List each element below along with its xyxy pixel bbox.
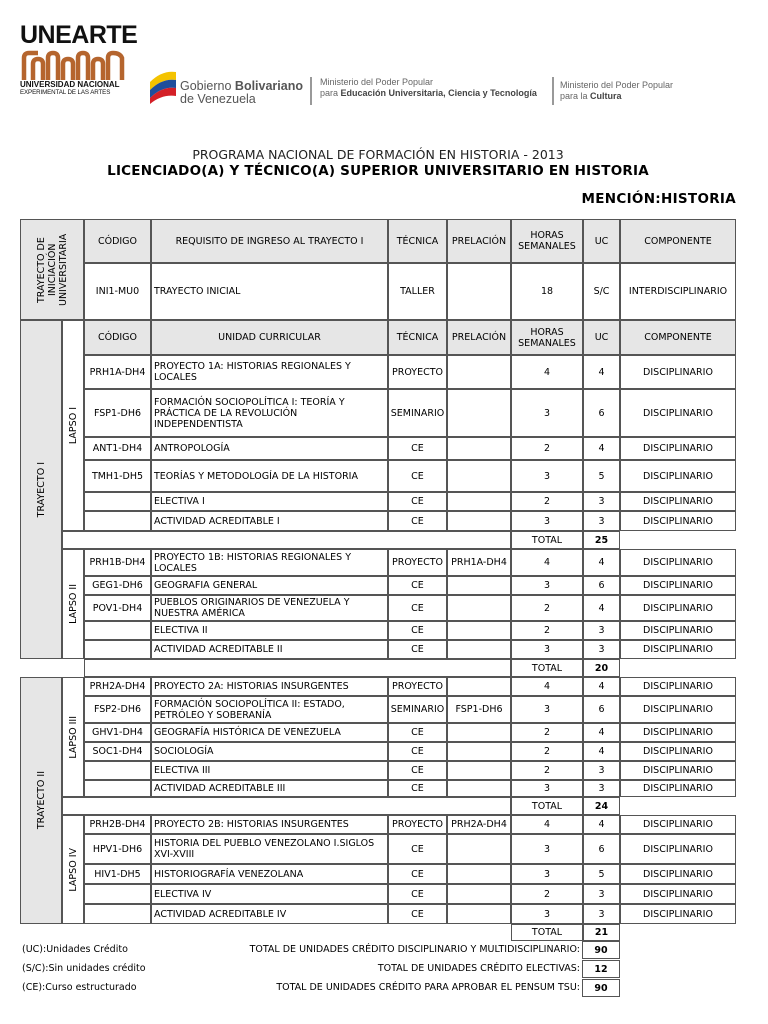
row-uc: 5 [583,460,620,492]
total-value: 21 [583,924,620,941]
unearte-line2: EXPERIMENTAL DE LAS ARTES [20,89,111,96]
row-uc: 3 [583,492,620,511]
row-horas: 3 [511,696,583,723]
lapso-4-label-text: LAPSO IV [67,847,79,892]
row-componente: DISCIPLINARIO [620,492,736,511]
venezuela-flag-icon [148,68,178,104]
lapso-1-label [62,320,84,531]
row-tecnica: CE [388,884,447,904]
header-prelacion: PRELACIÓN [447,219,511,263]
header-tecnica: TÉCNICA [388,320,447,355]
row-unidad: ELECTIVA I [151,492,388,511]
total-label: TOTAL [511,924,583,941]
row-codigo [84,640,151,659]
row-uc: S/C [583,263,620,320]
row-codigo: HPV1-DH6 [84,834,151,864]
row-componente: DISCIPLINARIO [620,640,736,659]
row-prelacion [447,576,511,595]
row-componente: DISCIPLINARIO [620,742,736,761]
total-spacer [62,797,511,815]
row-componente: DISCIPLINARIO [620,437,736,460]
unearte-arches-icon [20,50,126,80]
row-horas: 2 [511,884,583,904]
total-electivas-label: TOTAL DE UNIDADES CRÉDITO ELECTIVAS: [377,963,580,974]
row-componente: DISCIPLINARIO [620,723,736,742]
row-uc: 3 [583,780,620,797]
row-prelacion [447,742,511,761]
row-unidad: HISTORIOGRAFÍA VENEZOLANA [151,864,388,884]
row-uc: 4 [583,723,620,742]
row-unidad: ELECTIVA II [151,621,388,640]
row-codigo [84,492,151,511]
trayecto-1-label [20,320,62,659]
row-codigo: ANT1-DH4 [84,437,151,460]
legend-ce: (CE):Curso estructurado [22,982,137,993]
row-uc: 3 [583,884,620,904]
row-componente: DISCIPLINARIO [620,389,736,437]
row-tecnica: CE [388,492,447,511]
row-unidad: PUEBLOS ORIGINARIOS DE VENEZUELA Y NUESTRA AMÉRICA [151,595,388,621]
row-horas: 3 [511,511,583,531]
row-horas: 2 [511,621,583,640]
total-value: 25 [583,531,620,549]
row-unidad: ACTIVIDAD ACREDITABLE III [151,780,388,797]
row-uc: 4 [583,815,620,834]
row-prelacion [447,640,511,659]
row-codigo: TMH1-DH5 [84,460,151,492]
row-tecnica: PROYECTO [388,815,447,834]
row-uc: 4 [583,595,620,621]
row-codigo: HIV1-DH5 [84,864,151,884]
row-unidad: SOCIOLOGÍA [151,742,388,761]
row-prelacion [447,437,511,460]
banner-divider [310,77,312,105]
row-codigo [84,621,151,640]
row-prelacion [447,621,511,640]
row-prelacion [447,864,511,884]
row-codigo: PRH1B-DH4 [84,549,151,576]
row-unidad: ACTIVIDAD ACREDITABLE II [151,640,388,659]
row-unidad: GEOGRAFIA GENERAL [151,576,388,595]
lapso-3-label [62,677,84,797]
row-codigo: GEG1-DH6 [84,576,151,595]
row-uc: 4 [583,549,620,576]
row-componente: DISCIPLINARIO [620,576,736,595]
row-prelacion [447,677,511,696]
row-codigo: PRH1A-DH4 [84,355,151,389]
header-uc: UC [583,219,620,263]
row-uc: 6 [583,389,620,437]
row-uc: 3 [583,640,620,659]
lapso-3-label-text: LAPSO III [67,715,79,759]
row-unidad: TEORÍAS Y METODOLOGÍA DE LA HISTORIA [151,460,388,492]
row-uc: 4 [583,437,620,460]
row-unidad: FORMACIÓN SOCIOPOLÍTICA I: TEORÍA Y PRÁCTICA DE LA REVOLUCIÓN INDEPENDENTISTA [151,389,388,437]
row-horas: 3 [511,864,583,884]
row-codigo [84,904,151,924]
total-tsu-value: 90 [582,979,620,997]
row-prelacion [447,761,511,780]
row-prelacion [447,460,511,492]
row-codigo [84,780,151,797]
row-tecnica: PROYECTO [388,355,447,389]
row-codigo: GHV1-DH4 [84,723,151,742]
header-horas: HORAS SEMANALES [511,320,583,355]
row-codigo: SOC1-DH4 [84,742,151,761]
lapso-1-label-text: LAPSO I [67,406,79,445]
unearte-wordmark: UNEARTE [20,21,138,49]
legend-uc: (UC):Unidades Crédito [22,944,128,955]
header-tecnica: TÉCNICA [388,219,447,263]
row-prelacion [447,355,511,389]
row-tecnica: CE [388,511,447,531]
total-label: TOTAL [511,797,583,815]
row-componente: DISCIPLINARIO [620,355,736,389]
row-uc: 3 [583,511,620,531]
row-unidad: PROYECTO 2B: HISTORIAS INSURGENTES [151,815,388,834]
row-horas: 2 [511,437,583,460]
row-horas: 3 [511,576,583,595]
row-prelacion [447,834,511,864]
row-uc: 3 [583,621,620,640]
row-unidad: TRAYECTO INICIAL [151,263,388,320]
row-uc: 4 [583,677,620,696]
row-uc: 5 [583,864,620,884]
row-tecnica: SEMINARIO [388,389,447,437]
row-horas: 2 [511,723,583,742]
row-componente: DISCIPLINARIO [620,904,736,924]
unearte-line1: UNIVERSIDAD NACIONAL [20,80,120,89]
row-tecnica: CE [388,742,447,761]
total-value: 20 [583,659,620,677]
row-prelacion [447,389,511,437]
gobierno-line2: de Venezuela [180,92,256,106]
row-prelacion [447,511,511,531]
row-uc: 6 [583,576,620,595]
row-horas: 4 [511,355,583,389]
row-horas: 18 [511,263,583,320]
row-componente: DISCIPLINARIO [620,595,736,621]
ministerio-cultura: Ministerio del Poder Popular para la Cultura [560,80,674,101]
row-horas: 4 [511,549,583,576]
row-prelacion [447,884,511,904]
row-horas: 3 [511,780,583,797]
degree-title: LICENCIADO(A) Y TÉCNICO(A) SUPERIOR UNIVERSITARIO EN HISTORIA [107,163,649,179]
row-horas: 3 [511,640,583,659]
row-componente: INTERDISCIPLINARIO [620,263,736,320]
row-uc: 3 [583,904,620,924]
row-prelacion [447,263,511,320]
row-unidad: ACTIVIDAD ACREDITABLE I [151,511,388,531]
lapso-2-label-text: LAPSO II [67,584,79,624]
row-prelacion [447,492,511,511]
row-tecnica: CE [388,460,447,492]
total-label: TOTAL [511,659,583,677]
row-uc: 6 [583,696,620,723]
total-value: 24 [583,797,620,815]
row-uc: 4 [583,355,620,389]
trayecto-inicial-label-text: TRAYECTO DE INICIACIÓN UNIVERSITARIA [35,233,69,306]
row-prelacion [447,595,511,621]
row-unidad: ANTROPOLOGÍA [151,437,388,460]
row-componente: DISCIPLINARIO [620,549,736,576]
total-label: TOTAL [511,531,583,549]
row-unidad: PROYECTO 1B: HISTORIAS REGIONALES Y LOCALES [151,549,388,576]
row-componente: DISCIPLINARIO [620,834,736,864]
row-tecnica: CE [388,834,447,864]
row-componente: DISCIPLINARIO [620,677,736,696]
row-componente: DISCIPLINARIO [620,511,736,531]
row-uc: 6 [583,834,620,864]
total-electivas-value: 12 [582,960,620,978]
row-tecnica: CE [388,576,447,595]
row-componente: DISCIPLINARIO [620,761,736,780]
row-tecnica: CE [388,723,447,742]
row-prelacion [447,723,511,742]
row-tecnica: CE [388,761,447,780]
header-prelacion: PRELACIÓN [447,320,511,355]
row-prelacion [447,904,511,924]
row-tecnica: PROYECTO [388,549,447,576]
row-horas: 4 [511,815,583,834]
row-codigo: INI1-MU0 [84,263,151,320]
header-codigo: CÓDIGO [84,219,151,263]
row-unidad: ELECTIVA IV [151,884,388,904]
row-horas: 2 [511,492,583,511]
banner-divider [552,77,554,105]
header-componente: COMPONENTE [620,320,736,355]
row-unidad: ELECTIVA III [151,761,388,780]
row-componente: DISCIPLINARIO [620,696,736,723]
row-codigo: PRH2B-DH4 [84,815,151,834]
row-codigo [84,511,151,531]
row-unidad: HISTORIA DEL PUEBLO VENEZOLANO I.SIGLOS XVI-XVIII [151,834,388,864]
total-tsu-label: TOTAL DE UNIDADES CRÉDITO PARA APROBAR EL PENSUM TSU: [276,982,580,993]
header-codigo: CÓDIGO [84,320,151,355]
row-unidad: PROYECTO 1A: HISTORIAS REGIONALES Y LOCALES [151,355,388,389]
row-tecnica: SEMINARIO [388,696,447,723]
row-horas: 3 [511,904,583,924]
row-prelacion: PRH2A-DH4 [447,815,511,834]
header-uc: UC [583,320,620,355]
row-tecnica: CE [388,780,447,797]
row-componente: DISCIPLINARIO [620,864,736,884]
total-disciplinario-label: TOTAL DE UNIDADES CRÉDITO DISCIPLINARIO Y MULTIDISCIPLINARIO: [249,944,580,955]
total-disciplinario-value: 90 [582,941,620,959]
trayecto-2-label-text: TRAYECTO II [35,771,47,830]
lapso-2-label [62,549,84,659]
row-horas: 4 [511,677,583,696]
row-unidad: FORMACIÓN SOCIOPOLÍTICA II: ESTADO, PETRÓLEO Y SOBERANÍA [151,696,388,723]
row-horas: 3 [511,460,583,492]
row-prelacion: FSP1-DH6 [447,696,511,723]
row-horas: 3 [511,389,583,437]
header-unidad: UNIDAD CURRICULAR [151,320,388,355]
row-codigo: POV1-DH4 [84,595,151,621]
header-componente: COMPONENTE [620,219,736,263]
row-tecnica: TALLER [388,263,447,320]
row-unidad: ACTIVIDAD ACREDITABLE IV [151,904,388,924]
row-tecnica: CE [388,640,447,659]
row-horas: 3 [511,834,583,864]
row-tecnica: CE [388,864,447,884]
trayecto-1-label-text: TRAYECTO I [35,461,47,518]
mention-title: MENCIÓN:HISTORIA [581,191,736,207]
row-componente: DISCIPLINARIO [620,780,736,797]
row-uc: 4 [583,742,620,761]
row-tecnica: CE [388,904,447,924]
row-componente: DISCIPLINARIO [620,621,736,640]
row-tecnica: PROYECTO [388,677,447,696]
row-tecnica: CE [388,437,447,460]
trayecto-inicial-label [20,219,84,320]
row-codigo: FSP2-DH6 [84,696,151,723]
row-codigo [84,884,151,904]
trayecto-2-label [20,677,62,924]
row-codigo: FSP1-DH6 [84,389,151,437]
row-unidad: PROYECTO 2A: HISTORIAS INSURGENTES [151,677,388,696]
row-tecnica: CE [388,595,447,621]
row-horas: 2 [511,761,583,780]
program-title: PROGRAMA NACIONAL DE FORMACIÓN EN HISTORIA - 2013 [192,147,564,162]
ministerio-educacion: Ministerio del Poder Popular para Educación Universitaria, Ciencia y Tecnología [320,77,537,98]
row-horas: 2 [511,595,583,621]
row-componente: DISCIPLINARIO [620,460,736,492]
row-componente: DISCIPLINARIO [620,884,736,904]
lapso-4-label [62,815,84,924]
row-unidad: GEOGRAFÍA HISTÓRICA DE VENEZUELA [151,723,388,742]
total-spacer [62,531,511,549]
unearte-logo [20,21,138,97]
header-requisito: REQUISITO DE INGRESO AL TRAYECTO I [151,219,388,263]
row-codigo: PRH2A-DH4 [84,677,151,696]
legend-sc: (S/C):Sin unidades crédito [22,963,146,974]
row-horas: 2 [511,742,583,761]
row-codigo [84,761,151,780]
row-uc: 3 [583,761,620,780]
row-tecnica: CE [388,621,447,640]
row-prelacion [447,780,511,797]
row-prelacion: PRH1A-DH4 [447,549,511,576]
government-banner [148,68,688,108]
row-componente: DISCIPLINARIO [620,815,736,834]
header-horas: HORAS SEMANALES [511,219,583,263]
total-spacer [84,659,511,677]
gobierno-line1: Gobierno Bolivariano [180,79,303,93]
